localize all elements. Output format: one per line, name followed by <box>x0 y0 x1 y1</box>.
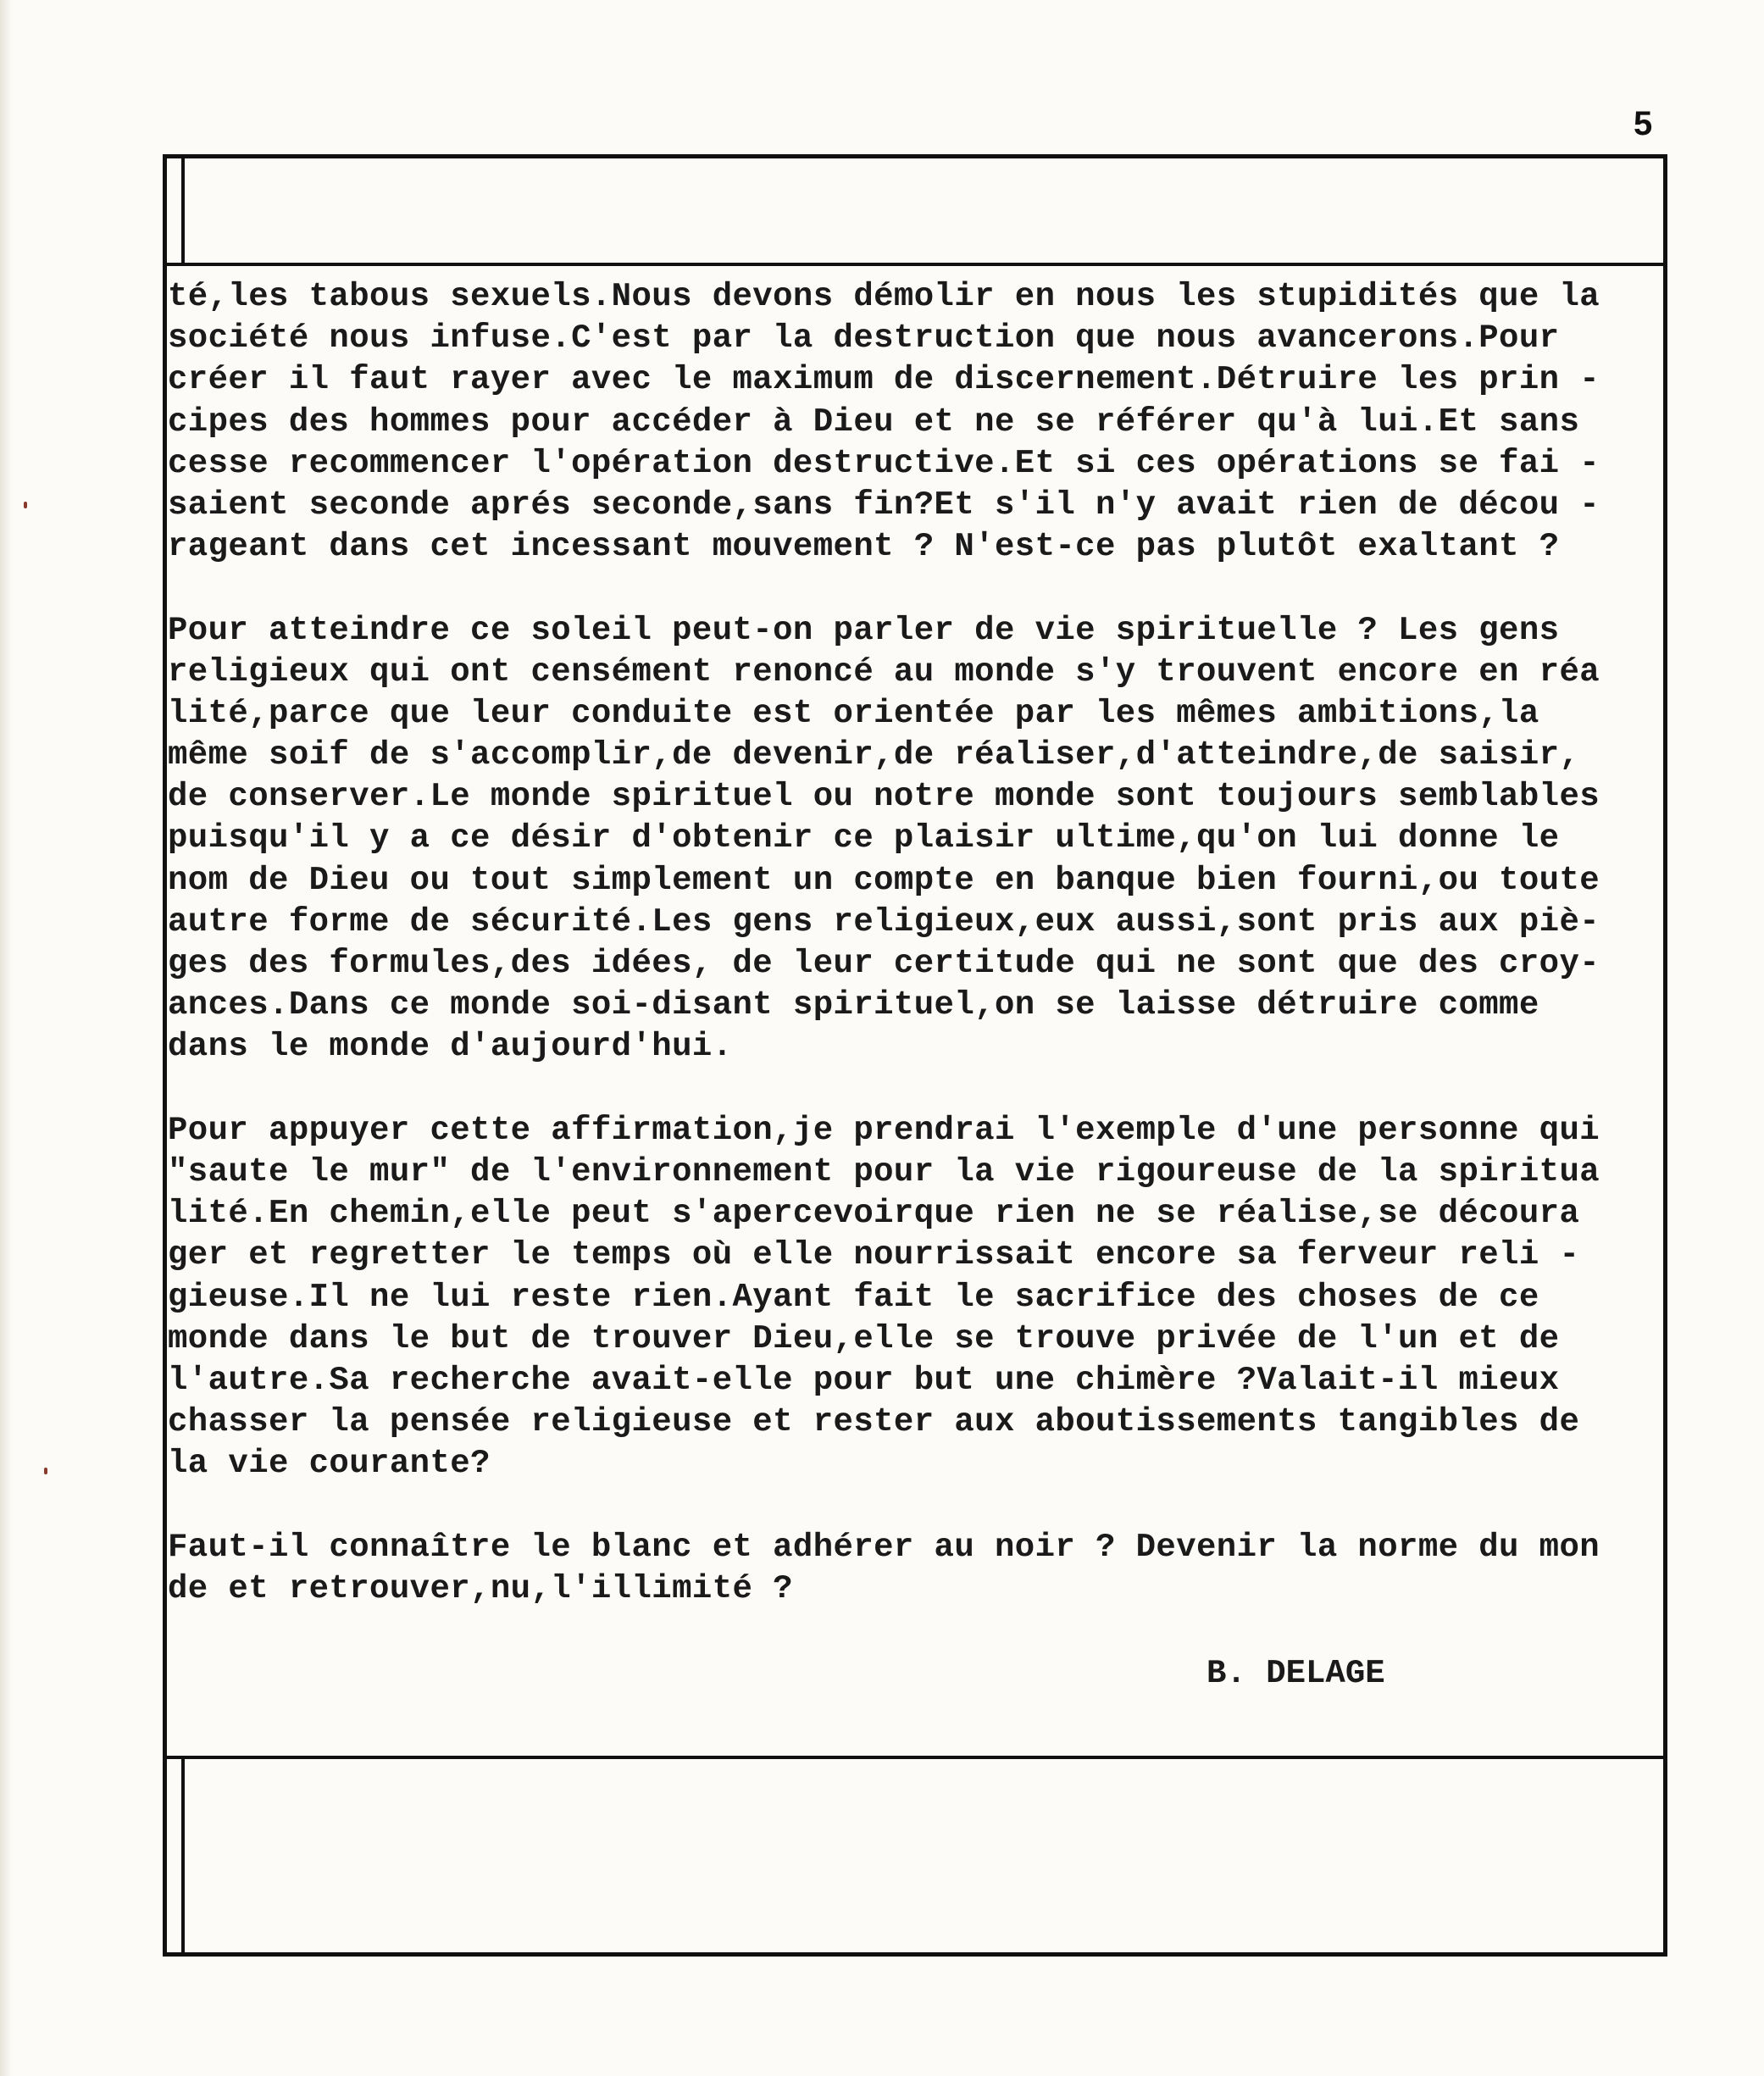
text-line: autre forme de sécurité.Les gens religieux,eux aussi,sont pris aux piè- <box>168 902 1600 941</box>
paragraph <box>168 1110 1659 1485</box>
text-line: société nous infuse.C'est par la destruction que nous avancerons.Pour <box>168 319 1560 358</box>
frame-right-border <box>1663 154 1667 1957</box>
frame-top-border <box>163 154 1667 158</box>
paragraph <box>168 276 1659 568</box>
page-edge <box>0 0 12 2076</box>
scan-speck <box>44 1468 47 1474</box>
text-line: ances.Dans ce monde soi-disant spirituel,on se laisse détruire comme <box>168 986 1539 1024</box>
frame-bottom-border <box>163 1952 1667 1957</box>
text-line: religieux qui ont censément renoncé au monde s'y trouvent encore en réa <box>168 652 1600 691</box>
header-band-divider <box>163 263 1667 266</box>
text-line: lité.En chemin,elle peut s'apercevoirque rien ne se réalise,se découra <box>168 1195 1580 1233</box>
text-line: Pour appuyer cette affirmation,je prendrai l'exemple d'une personne qui <box>168 1111 1600 1149</box>
text-line: cipes des hommes pour accéder à Dieu et ne se référer qu'à lui.Et sans <box>168 402 1580 441</box>
footer-band-inner-rule <box>181 1756 185 1956</box>
author-signature: B. DELAGE <box>1207 1655 1385 1692</box>
text-line: puisqu'il y a ce désir d'obtenir ce plaisir ultime,qu'on lui donne le <box>168 819 1560 858</box>
text-line: monde dans le but de trouver Dieu,elle se trouve privée de l'un et de <box>168 1319 1560 1357</box>
text-line: de conserver.Le monde spirituel ou notre monde sont toujours semblables <box>168 778 1600 816</box>
text-line: créer il faut rayer avec le maximum de discernement.Détruire les prin - <box>168 361 1600 399</box>
text-line: lité,parce que leur conduite est orientée par les mêmes ambitions,la <box>168 694 1539 732</box>
text-line: l'autre.Sa recherche avait-elle pour but une chimère ?Valait-il mieux <box>168 1361 1560 1399</box>
text-line: ger et regretter le temps où elle nourrissait encore sa ferveur reli - <box>168 1236 1580 1274</box>
paragraph <box>168 1527 1659 1610</box>
footer-band-divider <box>163 1756 1667 1759</box>
text-line: même soif de s'accomplir,de devenir,de réaliser,d'atteindre,de saisir, <box>168 736 1580 774</box>
text-line: chasser la pensée religieuse et rester aux aboutissements tangibles de <box>168 1403 1580 1441</box>
text-line: ges des formules,des idées, de leur certitude qui ne sont que des croy- <box>168 945 1600 982</box>
paragraph-gap <box>168 1069 1659 1110</box>
page-number: 5 <box>1634 105 1653 142</box>
paragraph-gap <box>168 1485 1659 1526</box>
text-line: dans le monde d'aujourd'hui. <box>168 1028 733 1066</box>
text-line: Faut-il connaître le blanc et adhérer au noir ? Devenir la norme du mon <box>168 1528 1600 1566</box>
text-line: Pour atteindre ce soleil peut-on parler de vie spirituelle ? Les gens <box>168 611 1560 649</box>
text-line: gieuse.Il ne lui reste rien.Ayant fait le sacrifice des choses de ce <box>168 1278 1539 1316</box>
header-band-inner-rule <box>181 154 185 264</box>
scan-speck <box>24 502 27 508</box>
text-line: de et retrouver,nu,l'illimité ? <box>168 1569 793 1607</box>
text-line: saient seconde aprés seconde,sans fin?Et s'il n'y avait rien de décou - <box>168 486 1600 524</box>
paragraph <box>168 610 1659 1069</box>
text-line: rageant dans cet incessant mouvement ? N'est-ce pas plutôt exaltant ? <box>168 528 1560 566</box>
text-line: té,les tabous sexuels.Nous devons démolir en nous les stupidités que la <box>168 278 1600 315</box>
text-line: la vie courante? <box>168 1445 491 1483</box>
text-line: cesse recommencer l'opération destructive.Et si ces opérations se fai - <box>168 444 1600 482</box>
frame-left-border <box>163 154 167 1957</box>
text-line: "saute le mur" de l'environnement pour la vie rigoureuse de la spiritua <box>168 1152 1600 1191</box>
paragraph-gap <box>168 568 1659 609</box>
text-line: nom de Dieu ou tout simplement un compte en banque bien fourni,ou toute <box>168 861 1600 899</box>
article-body <box>168 276 1659 1610</box>
